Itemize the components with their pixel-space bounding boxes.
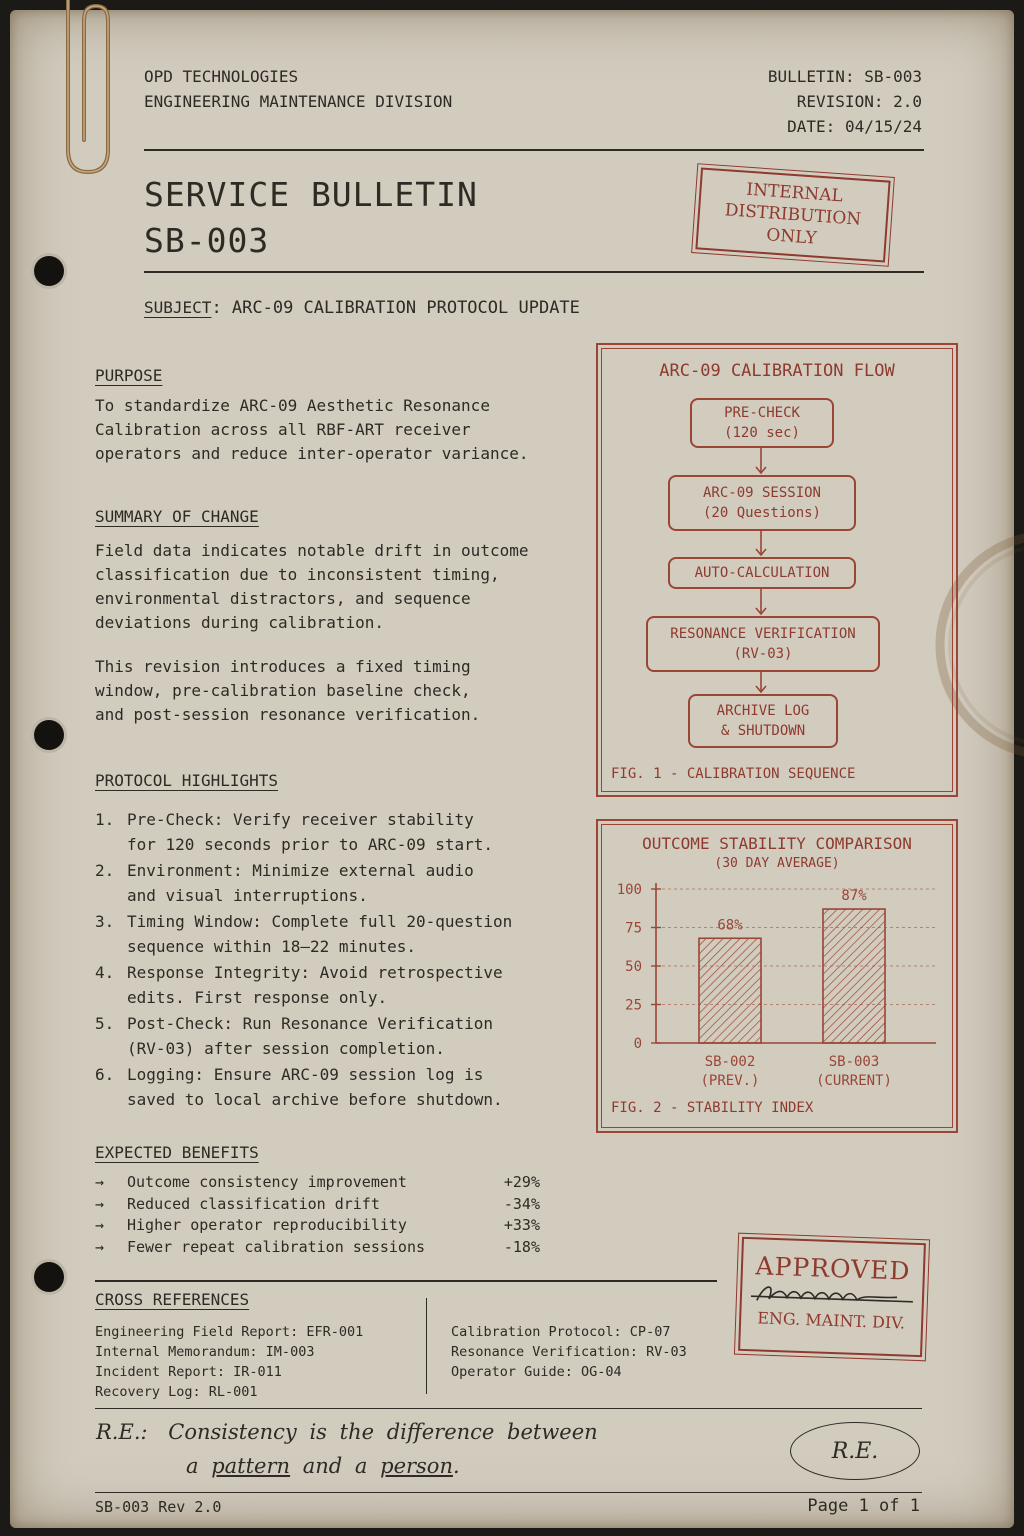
purpose-line: operators and reduce inter-operator variance. (95, 444, 529, 463)
summary-line: This revision introduces a fixed timing (95, 657, 471, 676)
crossref-left-column (95, 1322, 363, 1402)
benefit-value: +29% (503, 1173, 540, 1191)
step-label: PRE-CHECK (724, 405, 800, 421)
crossref-divider (95, 1280, 717, 1282)
benefits-list (95, 1172, 540, 1258)
list-item (95, 1215, 540, 1237)
benefit-value: -18% (503, 1237, 540, 1256)
subject-label: SUBJECT (144, 298, 212, 317)
benefit-label: Higher operator reproducibility (127, 1216, 407, 1234)
note-period: . (452, 1454, 460, 1478)
item-text: Timing Window: Complete full 20-question (127, 912, 513, 931)
benefit-value: -34% (503, 1194, 540, 1213)
flow-arrows (596, 343, 954, 793)
item-text: Pre-Check: Verify receiver stability (127, 810, 474, 829)
note-text: a (186, 1454, 199, 1478)
division-label: ENG. MAINT. DIV. (756, 1308, 906, 1333)
punch-hole-top (34, 256, 64, 286)
benefit-label: Reduced classification drift (127, 1194, 380, 1213)
summary-paragraph-2 (95, 655, 480, 727)
initials-oval (790, 1422, 920, 1480)
punch-hole-middle (34, 720, 64, 750)
y-tick-label: 25 (625, 997, 642, 1014)
flow-title: ARC-09 CALIBRATION FLOW (659, 361, 895, 381)
stamp-line-1: INTERNAL (745, 179, 844, 207)
highlights-heading: PROTOCOL HIGHLIGHTS (95, 771, 279, 790)
summary-line: environmental distractors, and sequence (95, 589, 471, 608)
x-tick-label: SB-002 (704, 1054, 756, 1070)
handwritten-note-line-2 (186, 1454, 460, 1478)
bulletin-number: BULLETIN: SB-003 (767, 67, 922, 86)
y-tick-label: 100 (616, 882, 642, 898)
item-number: 5. (95, 1014, 115, 1033)
x-tick-label: SB-003 (828, 1054, 880, 1070)
item-text: saved to local archive before shutdown. (127, 1090, 503, 1109)
punch-hole-bottom (34, 1262, 64, 1292)
item-number: 4. (95, 963, 115, 982)
crossref-heading: CROSS REFERENCES (95, 1290, 250, 1309)
item-text: Response Integrity: Avoid retrospective (127, 963, 503, 982)
arrow-icon: → (95, 1216, 105, 1234)
bulletin-date: DATE: 04/15/24 (787, 117, 922, 136)
note-text: Consistency is the difference between (168, 1420, 598, 1444)
handwritten-note-line-1 (96, 1420, 598, 1444)
step-sublabel: (RV-03) (733, 646, 793, 662)
summary-line: window, pre-calibration baseline check, (95, 681, 471, 700)
item-number: 2. (95, 861, 115, 880)
subject-value: : ARC-09 CALIBRATION PROTOCOL UPDATE (211, 298, 580, 318)
org-name: OPD TECHNOLOGIES (144, 67, 299, 86)
data-label: 68% (717, 917, 743, 934)
benefit-value: +33% (503, 1216, 540, 1234)
benefit-label: Outcome consistency improvement (127, 1173, 407, 1191)
list-item (95, 1194, 540, 1216)
summary-line: and post-session resonance verification. (95, 705, 481, 724)
purpose-line: Calibration across all RBF-ART receiver (95, 420, 471, 439)
step-label: RESONANCE VERIFICATION (670, 626, 856, 642)
note-emphasis-pattern: pattern (211, 1454, 291, 1478)
arrow-icon: → (95, 1237, 105, 1256)
item-number: 3. (95, 912, 115, 931)
stability-bar-chart (596, 819, 954, 1129)
data-label: 87% (841, 888, 867, 905)
subject-line (144, 298, 580, 318)
summary-line: deviations during calibration. (95, 613, 384, 632)
summary-line: Field data indicates notable drift in outcome (95, 541, 529, 560)
item-text: for 120 seconds prior to ARC-09 start. (127, 835, 494, 854)
summary-line: classification due to inconsistent timing, (95, 565, 500, 584)
summary-paragraph-1 (95, 539, 528, 635)
footer-revision: SB-003 Rev 2.0 (95, 1498, 222, 1516)
benefit-label: Fewer repeat calibration sessions (127, 1237, 426, 1256)
item-text: sequence within 18–22 minutes. (127, 937, 416, 956)
arrow-icon: → (95, 1194, 105, 1213)
bulletin-meta (768, 64, 922, 139)
crossref-item: Internal Memorandum: IM-003 (95, 1344, 315, 1360)
list-item (95, 1237, 540, 1259)
crossref-column-divider (426, 1298, 427, 1394)
bar (699, 938, 761, 1043)
bar (823, 909, 885, 1043)
title-line-2: SB-003 (144, 221, 270, 260)
list-item (95, 1172, 540, 1194)
initials: R.E. (831, 1438, 879, 1464)
item-text: Environment: Minimize external audio (127, 861, 474, 880)
paperclip-icon (52, 0, 132, 180)
stamp-line-3: ONLY (765, 225, 818, 249)
step-sublabel: (120 sec) (724, 425, 800, 441)
crossref-item: Resonance Verification: RV-03 (451, 1344, 687, 1360)
step-label: ARC-09 SESSION (702, 485, 821, 501)
note-text: and a (302, 1454, 368, 1478)
stamp-line-2: DISTRIBUTION (724, 200, 862, 230)
item-number: 1. (95, 810, 115, 829)
chart-subtitle: (30 DAY AVERAGE) (714, 856, 840, 871)
purpose-heading: PURPOSE (95, 366, 163, 385)
approved-word: APPROVED (755, 1251, 911, 1286)
figure-1-caption: FIG. 1 - CALIBRATION SEQUENCE (611, 766, 856, 782)
item-text: Logging: Ensure ARC-09 session log is (127, 1065, 484, 1084)
title-divider (144, 271, 924, 273)
crossref-right-column (451, 1322, 687, 1382)
revision-number: REVISION: 2.0 (796, 92, 922, 111)
header-divider (144, 149, 924, 151)
note-emphasis-person: person (380, 1454, 453, 1478)
crossref-item: Incident Report: IR-011 (95, 1364, 282, 1380)
step-label: AUTO-CALCULATION (694, 565, 830, 581)
item-text: (RV-03) after session completion. (127, 1039, 445, 1058)
internal-distribution-stamp (695, 167, 890, 262)
crossref-item: Engineering Field Report: EFR-001 (95, 1324, 364, 1340)
x-tick-label: (PREV.) (700, 1073, 760, 1089)
step-sublabel: & SHUTDOWN (720, 723, 806, 739)
division-name: ENGINEERING MAINTENANCE DIVISION (144, 92, 453, 111)
benefits-heading: EXPECTED BENEFITS (95, 1143, 259, 1162)
item-text: edits. First response only. (127, 988, 388, 1007)
footer-divider (95, 1492, 922, 1493)
y-tick-label: 75 (625, 920, 642, 937)
x-tick-label: (CURRENT) (816, 1073, 892, 1089)
figure-2-caption: FIG. 2 - STABILITY INDEX (611, 1100, 814, 1116)
step-label: ARCHIVE LOG (716, 703, 810, 719)
item-number: 6. (95, 1065, 115, 1084)
y-tick-label: 50 (625, 959, 642, 975)
purpose-text (95, 394, 528, 466)
crossref-item: Recovery Log: RL-001 (95, 1384, 258, 1400)
title-line-1: SERVICE BULLETIN (144, 175, 478, 214)
approved-stamp (738, 1237, 926, 1357)
crossref-item: Calibration Protocol: CP-07 (451, 1324, 671, 1340)
crossref-item: Operator Guide: OG-04 (451, 1364, 622, 1380)
item-text: and visual interruptions. (127, 886, 368, 905)
purpose-line: To standardize ARC-09 Aesthetic Resonance (95, 396, 490, 415)
y-tick-label: 0 (633, 1036, 642, 1052)
summary-heading: SUMMARY OF CHANGE (95, 507, 259, 526)
page-title (144, 172, 478, 264)
note-top-divider (95, 1408, 922, 1409)
footer-page-number: Page 1 of 1 (807, 1496, 920, 1516)
step-sublabel: (20 Questions) (702, 505, 821, 521)
note-prefix: R.E.: (96, 1420, 148, 1444)
arrow-icon: → (95, 1173, 105, 1191)
org-block (144, 64, 452, 114)
chart-title: OUTCOME STABILITY COMPARISON (642, 834, 912, 853)
item-text: Post-Check: Run Resonance Verification (127, 1014, 494, 1033)
